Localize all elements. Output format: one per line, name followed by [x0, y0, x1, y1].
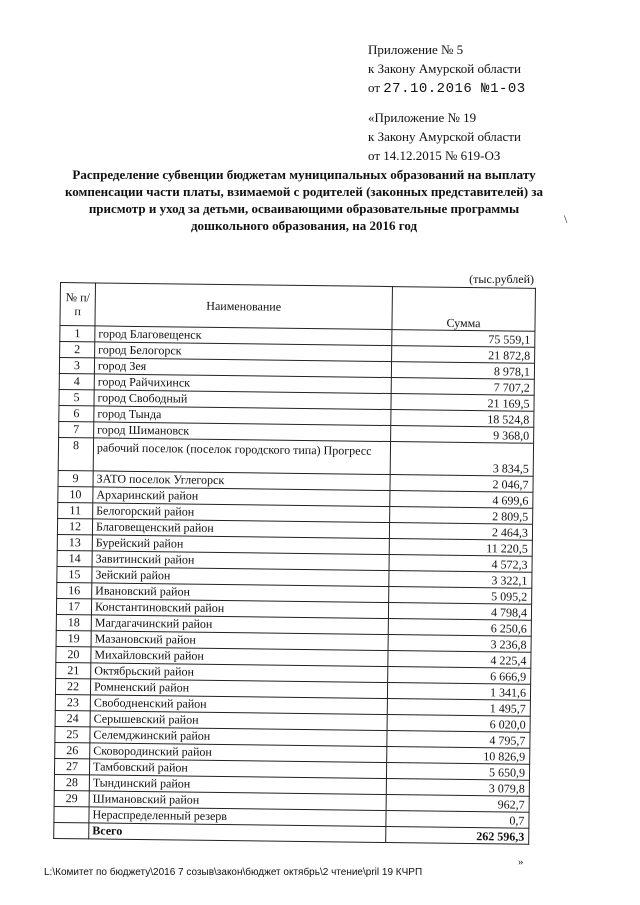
row-name: город Тында [94, 406, 391, 426]
row-name: город Шимановск [94, 422, 391, 442]
row-sum: 3 079,8 [386, 779, 529, 797]
row-number: 18 [56, 614, 91, 630]
row-number: 22 [55, 678, 90, 694]
row-sum: 9 368,0 [391, 426, 534, 444]
row-number: 11 [58, 502, 93, 518]
original-appendix-header [368, 108, 521, 165]
appendix-number: Приложение № 5 [368, 42, 464, 57]
date-stamp: 27.10.2016 №1-03 [383, 81, 526, 97]
row-name: Константиновский район [91, 599, 388, 619]
file-path-footer: L:\Комитет по бюджету\2016 7 созыв\закон\бюджет октябрь\2 чтение\pril 19 КЧРП [44, 867, 423, 878]
row-name: Сковородинский район [90, 743, 387, 763]
table-header-row [60, 283, 535, 332]
row-name: Благовещенский район [92, 519, 389, 539]
row-name: Ромненский район [90, 679, 387, 699]
row-number: 29 [54, 790, 89, 806]
law-date-line [368, 78, 526, 99]
law-reference: к Закону Амурской области [368, 61, 521, 76]
row-number: 21 [56, 662, 91, 678]
original-appendix-number: «Приложение № 19 [368, 110, 477, 125]
row-sum: 1 495,7 [387, 699, 530, 717]
row-name: ЗАТО поселок Углегорск [93, 471, 390, 491]
row-sum: 4 795,7 [387, 731, 530, 749]
row-sum: 5 095,2 [389, 587, 532, 605]
row-sum: 4 225,4 [388, 651, 531, 669]
row-number: 28 [54, 774, 89, 790]
row-sum: 3 834,5 [390, 442, 533, 477]
row-number: 17 [56, 598, 91, 614]
row-name: Селемджинский район [90, 727, 387, 747]
units-label: (тыс.рублей) [469, 272, 534, 286]
row-sum: 3 236,8 [388, 635, 531, 653]
row-name: Серышевский район [90, 711, 387, 731]
column-header-name: Наименование [95, 283, 393, 330]
row-name: город Белогорск [95, 342, 392, 362]
column-header-number: № п/п [60, 283, 96, 326]
row-number: 1 [60, 326, 95, 342]
row-name: город Благовещенск [95, 326, 392, 346]
row-name: Шимановский район [89, 791, 386, 811]
row-number: 8 [58, 437, 93, 470]
row-number: 26 [55, 742, 90, 758]
row-sum: 8 978,1 [391, 362, 534, 380]
row-name: город Зея [94, 358, 391, 378]
row-name: Октябрьский район [91, 663, 388, 683]
row-number: 6 [59, 405, 94, 421]
row-sum: 4 572,3 [389, 555, 532, 573]
row-name: Зейский район [92, 567, 389, 587]
row-name: город Свободный [94, 390, 391, 410]
row-sum: 3 322,1 [389, 571, 532, 589]
row-name: Ивановский район [92, 583, 389, 603]
row-sum: 75 559,1 [392, 330, 535, 348]
row-name: Мазановский район [91, 631, 388, 651]
row-number: 14 [57, 550, 92, 566]
date-prefix: от [368, 80, 381, 95]
total-sum: 262 596,3 [386, 827, 529, 845]
column-header-sum: Сумма [392, 287, 536, 332]
document-title: Распределение субвенции бюджетам муниципальных образований на выплату компенсации части платы, взимаемой с родителей (законных представителей) за присмотр и уход за детьми, осваивающими образовательные программы дошкольного образования, на 2016 год [64, 167, 544, 233]
row-number: 10 [58, 486, 93, 502]
row-number: 2 [60, 342, 95, 358]
row-number: 16 [57, 582, 92, 598]
total-label: Всего [89, 823, 386, 843]
row-number: 20 [56, 646, 91, 662]
row-name: Бурейский район [92, 535, 389, 555]
closing-quote: » [518, 856, 524, 868]
row-name: Михайловский район [91, 647, 388, 667]
row-sum: 18 524,8 [391, 410, 534, 428]
row-sum: 21 872,8 [392, 346, 535, 364]
row-sum: 2 046,7 [390, 475, 533, 493]
row-name: Свободненский район [90, 695, 387, 715]
original-law-reference: к Закону Амурской области [368, 129, 521, 144]
row-sum: 6 250,6 [388, 619, 531, 637]
row-sum: 4 798,4 [388, 603, 531, 621]
row-number: 3 [59, 358, 94, 374]
row-name: Белогорский район [93, 503, 390, 523]
appendix-header [368, 40, 526, 99]
total-number-cell [54, 822, 89, 838]
row-sum: 0,7 [386, 811, 529, 829]
row-name: Нераспределенный резерв [89, 807, 386, 827]
row-name: Архаринский район [93, 487, 390, 507]
row-number: 5 [59, 389, 94, 405]
row-number: 23 [55, 694, 90, 710]
row-number: 19 [56, 630, 91, 646]
row-number: 7 [59, 421, 94, 437]
table-body [54, 326, 535, 845]
row-sum: 6 666,9 [388, 667, 531, 685]
row-number: 24 [55, 710, 90, 726]
stray-mark: \ [564, 212, 568, 226]
row-sum: 7 707,2 [391, 378, 534, 396]
row-sum: 6 020,0 [387, 715, 530, 733]
row-name: Завитинский район [92, 551, 389, 571]
row-number: 27 [54, 758, 89, 774]
row-sum: 2 809,5 [390, 507, 533, 525]
row-sum: 10 826,9 [387, 747, 530, 765]
row-sum: 2 464,3 [389, 523, 532, 541]
row-number: 9 [58, 470, 93, 486]
row-number: 4 [59, 373, 94, 389]
row-sum: 1 341,6 [387, 683, 530, 701]
row-number: 12 [57, 518, 92, 534]
row-number: 13 [57, 534, 92, 550]
row-number: 25 [55, 726, 90, 742]
row-number [54, 806, 89, 822]
row-name: город Райчихинск [94, 374, 391, 394]
row-number: 15 [57, 566, 92, 582]
row-name: Тындинский район [89, 775, 386, 795]
row-name: Тамбовский район [89, 759, 386, 779]
row-sum: 5 650,9 [386, 763, 529, 781]
row-sum: 21 169,5 [391, 394, 534, 412]
row-sum: 962,7 [386, 795, 529, 813]
row-name: рабочий поселок (поселок городского типа) Прогресс [93, 438, 390, 475]
row-sum: 4 699,6 [390, 491, 533, 509]
row-sum: 11 220,5 [389, 539, 532, 557]
subsidy-table [53, 282, 536, 845]
row-name: Магдагачинский район [91, 615, 388, 635]
original-law-date: от 14.12.2015 № 619-ОЗ [368, 148, 501, 163]
